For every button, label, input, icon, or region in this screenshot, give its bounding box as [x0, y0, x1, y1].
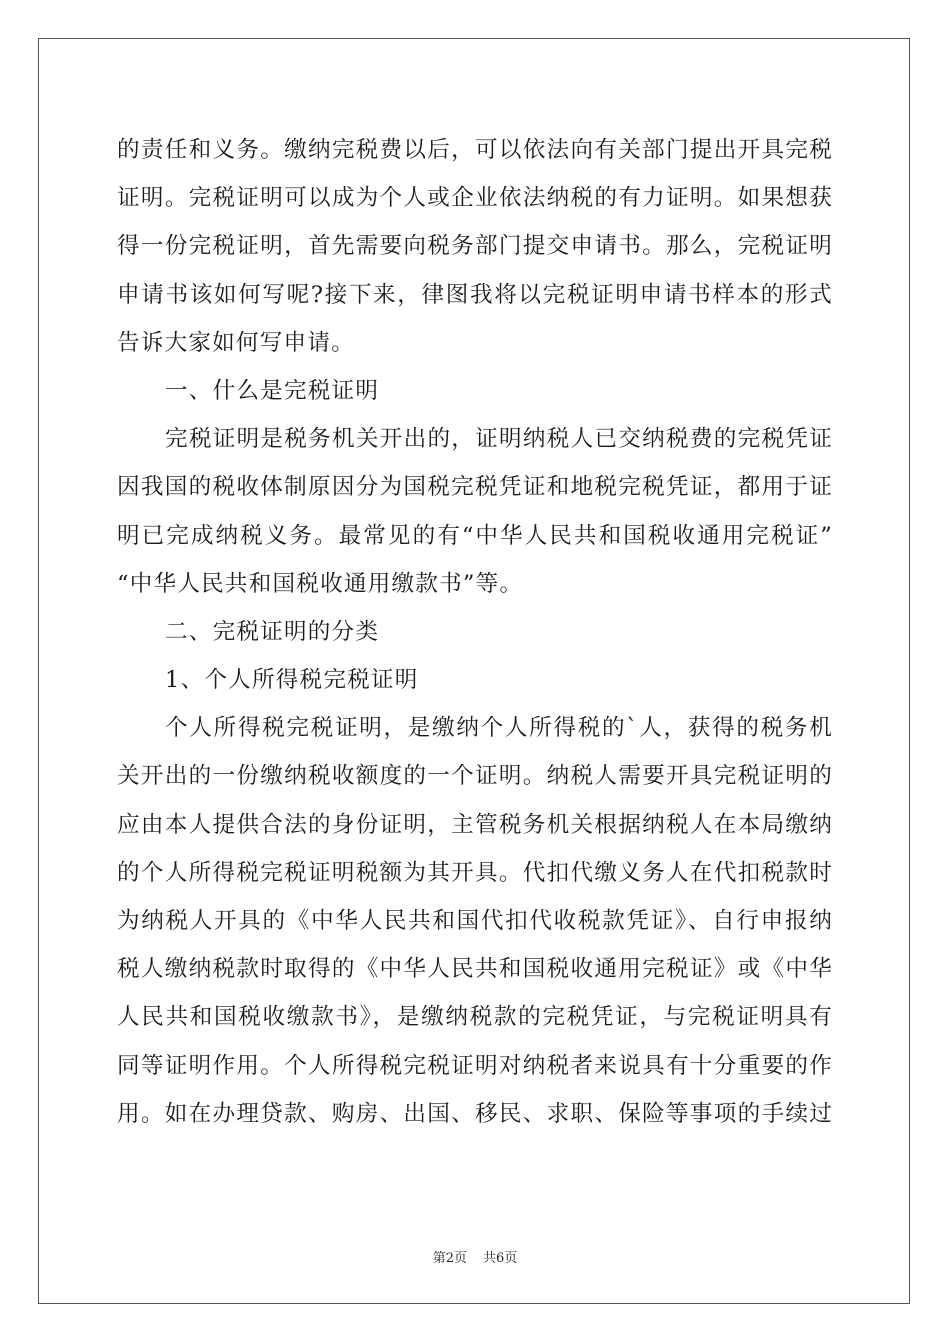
text-line: 得一份完税证明，首先需要向税务部门提交申请书。那么，完税证明: [117, 233, 833, 260]
text-line: 证明。完税证明可以成为个人或企业依法纳税的有力证明。如果想获: [117, 185, 833, 212]
text-line: 申请书该如何写呢?接下来，律图我将以完税证明申请书样本的形式: [117, 281, 833, 308]
text-line: 个人所得税完税证明，是缴纳个人所得税的`人，获得的税务机: [165, 715, 833, 742]
text-line: 告诉大家如何写申请。: [117, 329, 355, 356]
text-line: 一、什么是完税证明: [165, 377, 380, 404]
page-footer: [0, 1247, 950, 1266]
document-body: [117, 126, 833, 1138]
text-line: 的个人所得税完税证明税额为其开具。代扣代缴义务人在代扣税款时: [117, 859, 833, 886]
text-line: 1、个人所得税完税证明: [165, 667, 419, 694]
text-line: 的责任和义务。缴纳完税费以后，可以依法向有关部门提出开具完税: [117, 137, 833, 163]
text-line: “中华人民共和国税收通用缴款书”等。: [117, 570, 524, 597]
text-line: 关开出的一份缴纳税收额度的一个证明。纳税人需要开具完税证明的: [117, 763, 833, 790]
text-line: 二、完税证明的分类: [165, 618, 380, 645]
text-line: 应由本人提供合法的身份证明，主管税务机关根据纳税人在本局缴纳: [117, 811, 833, 838]
text-line: 完税证明是税务机关开出的，证明纳税人已交纳税费的完税凭证: [165, 426, 833, 453]
text-line: 人民共和国税收缴款书》，是缴纳税款的完税凭证，与完税证明具有: [117, 1004, 833, 1031]
text-line: 同等证明作用。个人所得税完税证明对纳税者来说具有十分重要的作: [117, 1052, 833, 1079]
text-line: 用。如在办理贷款、购房、出国、移民、求职、保险等事项的手续过: [117, 1100, 833, 1127]
text-line: 因我国的税收体制原因分为国税完税凭证和地税完税凭证，都用于证: [117, 474, 833, 501]
page-total: 共6页: [483, 1251, 518, 1266]
text-line: 为纳税人开具的《中华人民共和国代扣代收税款凭证》、自行申报纳: [117, 908, 833, 934]
text-line: 税人缴纳税款时取得的《中华人民共和国税收通用完税证》或《中华: [117, 956, 833, 983]
page-number: 第2页: [432, 1251, 467, 1266]
text-line: 明已完成纳税义务。最常见的有“中华人民共和国税收通用完税证”: [117, 522, 833, 549]
